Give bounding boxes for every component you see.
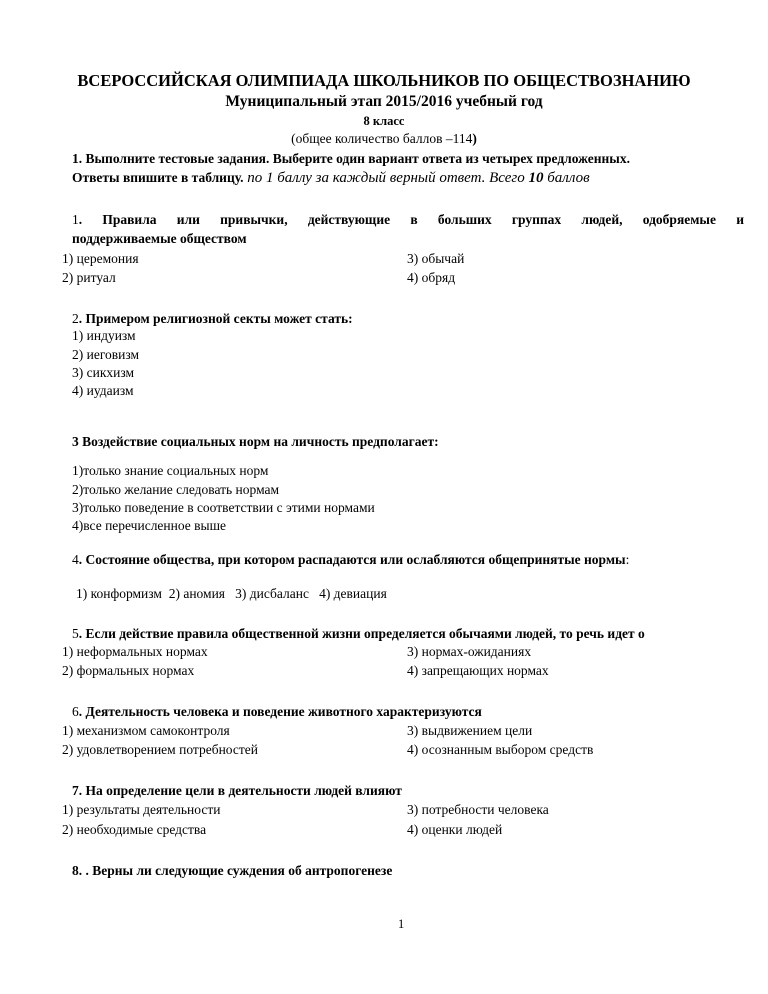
- task-instruction-line1: 1. Выполните тестовые задания. Выберите один вариант ответа из четырех предложенных.: [72, 151, 630, 166]
- stage-subtitle: Муниципальный этап 2015/2016 учебный год: [225, 93, 543, 110]
- q3-option-2: 2)только желание следовать нормам: [72, 482, 280, 497]
- q3-option-3: 3)только поведение в соответствии с этими нормами: [72, 500, 375, 515]
- q6-option-1: 1) механизмом самоконтроля: [62, 723, 230, 738]
- grade-label: 8 класс: [363, 114, 405, 128]
- doc-title: ВСЕРОССИЙСКАЯ ОЛИМПИАДА ШКОЛЬНИКОВ ПО ОБЩЕСТВОЗНАНИЮ: [77, 71, 691, 90]
- total-points: (общее количество баллов –114): [291, 131, 477, 146]
- q4-options: 1) конформизм 2) аномия 3) дисбаланс 4) девиация: [76, 586, 387, 601]
- task-instruction-line2: Ответы впишите в таблицу. по 1 баллу за каждый верный ответ. Всего 10 баллов: [72, 170, 590, 186]
- q2-option-1: 1) индуизм: [72, 328, 136, 343]
- question-5-text: 5. Если действие правила общественной жизни определяется обычаями людей, то речь идет о: [72, 626, 645, 641]
- q3-option-4: 4)все перечисленное выше: [72, 518, 226, 533]
- q1-option-2: 2) ритуал: [62, 270, 116, 285]
- question-8-text: 8. . Верны ли следующие суждения об антропогенезе: [72, 863, 393, 878]
- q1-option-3: 3) обычай: [407, 251, 465, 266]
- q2-option-2: 2) иеговизм: [72, 347, 140, 362]
- q2-option-4: 4) иудаизм: [72, 383, 134, 398]
- question-1-text: 1. Правила или привычки, действующие в больших группах людей, одобряемые и: [72, 212, 744, 227]
- q6-option-2: 2) удовлетворением потребностей: [62, 742, 258, 757]
- q3-option-1: 1)только знание социальных норм: [72, 463, 269, 478]
- q5-option-4: 4) запрещающих нормах: [407, 663, 549, 678]
- q5-option-3: 3) нормах-ожиданиях: [407, 644, 532, 659]
- q1-option-4: 4) обряд: [407, 270, 456, 285]
- question-6-text: 6. Деятельность человека и поведение животного характеризуются: [72, 704, 482, 719]
- q6-option-4: 4) осознанным выбором средств: [407, 742, 594, 757]
- q1-option-1: 1) церемония: [62, 251, 139, 266]
- q2-option-3: 3) сикхизм: [72, 365, 135, 380]
- question-2-text: 2. Примером религиозной секты может стать:: [72, 311, 353, 326]
- page-number: 1: [398, 917, 405, 931]
- q7-option-1: 1) результаты деятельности: [62, 802, 221, 817]
- q7-option-2: 2) необходимые средства: [62, 822, 207, 837]
- q5-option-1: 1) неформальных нормах: [62, 644, 208, 659]
- q7-option-3: 3) потребности человека: [407, 802, 549, 817]
- question-4-text: 4. Состояние общества, при котором распадаются или ослабляются общепринятые нормы:: [72, 552, 630, 567]
- q5-option-2: 2) формальных нормах: [62, 663, 195, 678]
- question-7-text: 7. На определение цели в деятельности людей влияют: [72, 783, 402, 798]
- q6-option-3: 3) выдвижением цели: [407, 723, 533, 738]
- q7-option-4: 4) оценки людей: [407, 822, 503, 837]
- question-1-text-cont: поддерживаемые обществом: [72, 231, 247, 246]
- question-3-text: 3 Воздействие социальных норм на личность предполагает:: [72, 434, 439, 449]
